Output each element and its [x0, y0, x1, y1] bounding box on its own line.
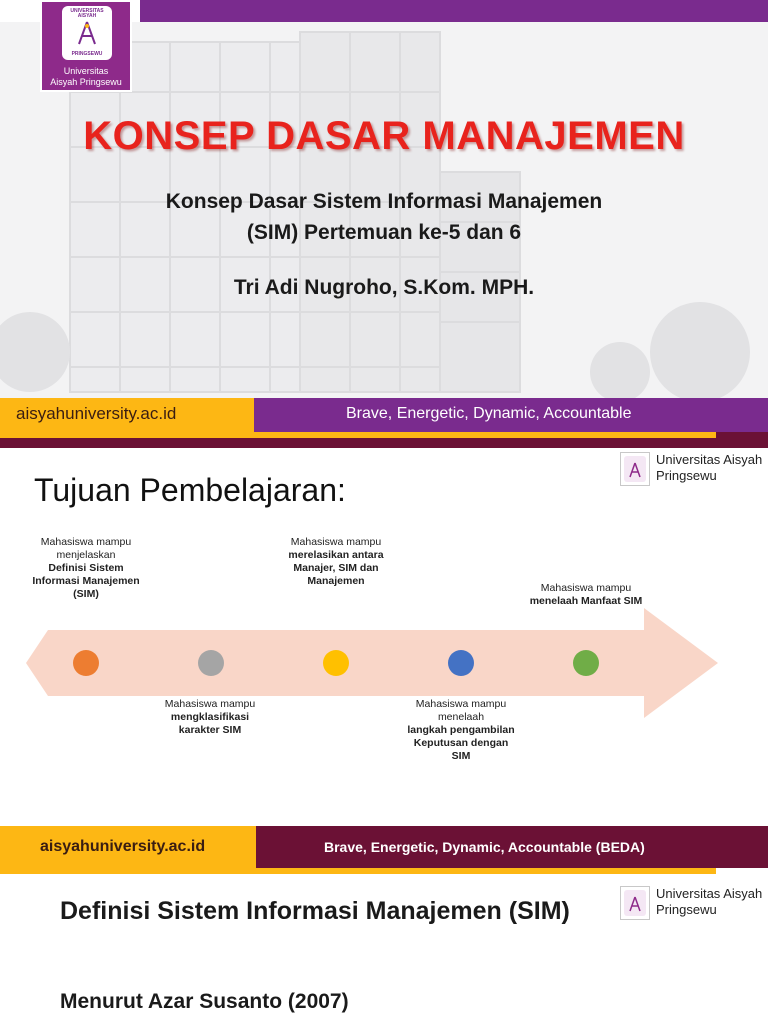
timeline-dot-2: [198, 650, 224, 676]
footer-bar: [0, 398, 768, 432]
slide-title-heading: KONSEP DASAR MANAJEMEN: [83, 114, 685, 158]
objective-1: Mahasiswa mampu menjelaskan Definisi Sistem Informasi Manajemen (SIM): [32, 536, 140, 600]
timeline-dot-5: [573, 650, 599, 676]
university-logo-small: [620, 886, 650, 920]
timeline-dot-1: [73, 650, 99, 676]
slide-subheading: Menurut Azar Susanto (2007): [60, 990, 349, 1013]
footer-accent-bar: [0, 432, 768, 448]
objective-5: Mahasiswa mampu menelaah Manfaat SIM: [529, 582, 643, 607]
university-emblem-icon: [624, 456, 646, 482]
slide-title: [0, 0, 768, 448]
timeline-arrow: [26, 608, 718, 718]
university-emblem-icon: UNIVERSITAS AISYAH PRINGSEWU: [62, 6, 112, 60]
slide-heading: Definisi Sistem Informasi Manajemen (SIM): [60, 897, 570, 925]
objective-2: Mahasiswa mampu mengklasifikasi karakter SIM: [164, 698, 256, 736]
slide-heading: Tujuan Pembelajaran:: [34, 472, 346, 508]
footer-bar: [0, 826, 768, 868]
slide-definition: [0, 882, 768, 1024]
university-logo-small: [620, 452, 650, 486]
footer-motto: Brave, Energetic, Dynamic, Accountable: [346, 405, 632, 422]
slide-learning-objectives: [0, 448, 768, 882]
footer-url: aisyahuniversity.ac.id: [16, 404, 177, 423]
university-emblem-icon: [624, 890, 646, 916]
objective-3: Mahasiswa mampu merelasikan antara Manajer, SIM dan Manajemen: [288, 536, 384, 587]
slide-subtitle: Konsep Dasar Sistem Informasi Manajemen (SIM) Pertemuan ke-5 dan 6: [165, 190, 603, 244]
author-name: Tri Adi Nugroho, S.Kom. MPH.: [233, 276, 535, 299]
logo-caption: Universitas Aisyah Pringsewu: [50, 66, 122, 87]
university-label: Universitas Aisyah Pringsewu: [656, 886, 763, 917]
footer-motto: Brave, Energetic, Dynamic, Accountable (BEDA): [324, 839, 645, 855]
university-logo: [40, 0, 132, 92]
footer-url: aisyahuniversity.ac.id: [40, 838, 206, 855]
footer-accent-bar: [0, 868, 768, 882]
objective-4: Mahasiswa mampu menelaah langkah pengambilan Keputusan dengan SIM: [407, 698, 515, 762]
timeline-dot-4: [448, 650, 474, 676]
timeline-dot-3: [323, 650, 349, 676]
university-label: Universitas Aisyah Pringsewu: [656, 452, 763, 483]
